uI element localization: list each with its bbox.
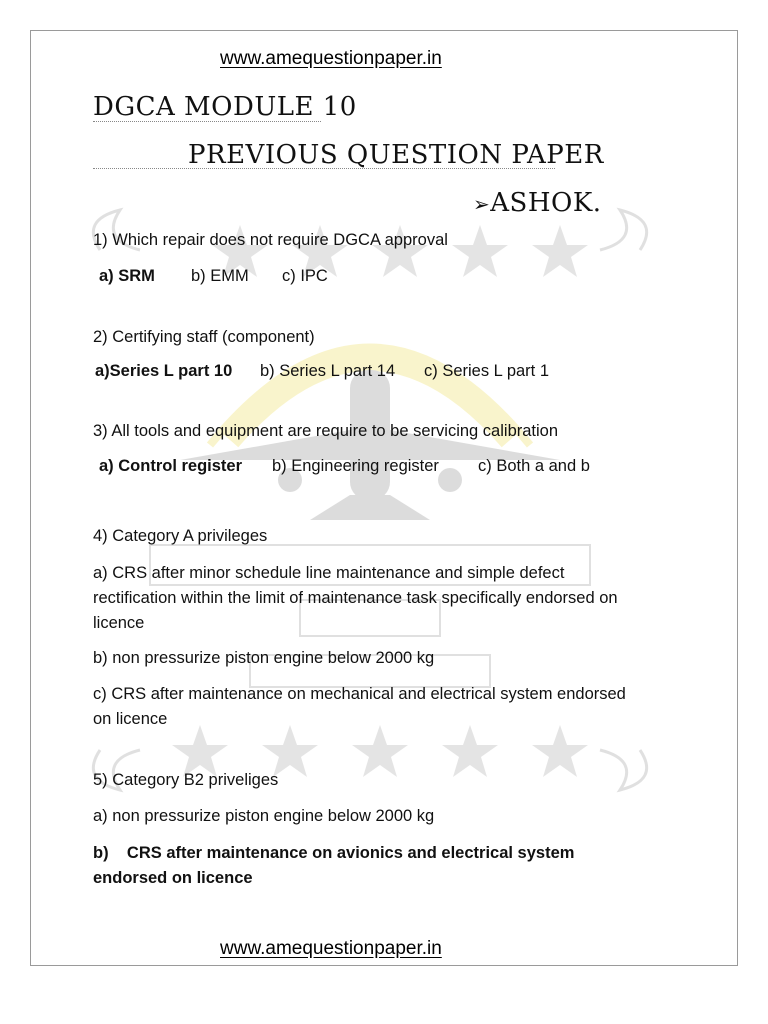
page-subtitle: PREVIOUS QUESTION PAPER	[188, 140, 604, 170]
q2-option-a: a)Series L part 10	[95, 362, 233, 380]
author-name: ASHOK.	[490, 188, 602, 218]
q1-option-a: a) SRM	[99, 267, 155, 285]
author	[473, 188, 602, 218]
question-1: 1) Which repair does not require DGCA approval	[93, 231, 448, 249]
q3-option-a: a) Control register	[99, 457, 243, 475]
question-5: 5) Category B2 priveliges	[93, 771, 279, 789]
subtitle-underline	[93, 168, 555, 169]
q4-option-a: a) CRS after minor schedule line maintenance and simple defect rectification within the limit of maintenance task specifically endorsed on licence	[93, 564, 618, 632]
q3-option-c: c) Both a and b	[478, 457, 590, 475]
q4-option-b: b) non pressurize piston engine below 2000 kg	[93, 649, 435, 667]
q1-option-b: b) EMM	[191, 267, 249, 285]
q5-option-b: b) CRS after maintenance on avionics and electrical system endorsed on licence	[93, 844, 580, 887]
title-underline	[93, 121, 321, 122]
question-4: 4) Category A privileges	[93, 527, 268, 545]
question-3: 3) All tools and equipment are require to be servicing calibration	[93, 422, 559, 440]
q4-option-c: c) CRS after maintenance on mechanical and electrical system endorsed on licence	[93, 685, 626, 728]
footer-url[interactable]: www.amequestionpaper.in	[220, 938, 442, 959]
header-url[interactable]: www.amequestionpaper.in	[220, 48, 442, 69]
q2-option-c: c) Series L part 1	[424, 362, 550, 380]
q5-option-a: a) non pressurize piston engine below 2000 kg	[93, 807, 435, 825]
page-title: DGCA MODULE 10	[93, 92, 357, 122]
question-2: 2) Certifying staff (component)	[93, 328, 315, 346]
arrow-bullet-icon: ➢	[473, 192, 491, 216]
q1-option-c: c) IPC	[282, 267, 328, 285]
q3-option-b: b) Engineering register	[272, 457, 439, 475]
q2-option-b: b) Series L part 14	[260, 362, 396, 380]
